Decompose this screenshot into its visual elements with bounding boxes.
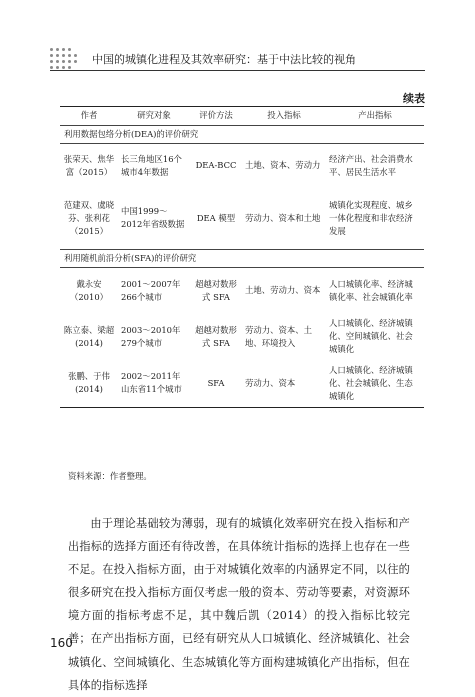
- cell-input: 劳动力、资本和土地: [245, 212, 321, 223]
- body-paragraph: [68, 512, 410, 697]
- table-row: [60, 360, 424, 408]
- table-continued-label: 续表: [403, 92, 425, 105]
- cell-author: 戴永安（2010）: [69, 278, 109, 302]
- table-row: [60, 144, 424, 188]
- cell-author: 陈立泰、梁超(2014): [63, 324, 115, 348]
- running-header-title: 中国的城镇化进程及其效率研究：基于中法比较的视角: [92, 53, 356, 66]
- cell-input: 土地、资本、劳动力: [245, 160, 321, 171]
- table-section-row: [60, 126, 424, 144]
- cell-author: 张鹏、于伟(2014): [60, 360, 118, 408]
- page-number: 160: [50, 636, 73, 650]
- cell-input: 土地、劳动力、资本: [245, 285, 321, 296]
- column-header: 评价方法: [190, 107, 242, 126]
- table-header-row: [60, 107, 424, 126]
- table-row: [60, 314, 424, 360]
- cell-method: DEA-BCC: [195, 160, 237, 171]
- cell-object: 长三角地区16个城市4年数据: [121, 153, 182, 177]
- cell-object: 2003～2010年279个城市: [121, 324, 181, 348]
- cell-input: 劳动力、资本、土地、环境投入: [245, 324, 312, 348]
- cell-output: 经济产出、社会消费水平、居民生活水平: [329, 153, 413, 177]
- table-row: [60, 268, 424, 314]
- cell-method: 超越对数形式 SFA: [195, 324, 237, 348]
- cell-method: DEA 模型: [196, 212, 236, 223]
- column-header: 作者: [60, 107, 118, 126]
- cell-output: 人口城镇化、经济城镇化、社会城镇化、生态城镇化: [326, 360, 424, 408]
- research-table: [60, 106, 424, 408]
- header-dot-ornament: [50, 48, 80, 70]
- header-rule: [50, 70, 425, 71]
- column-header: 投入指标: [242, 107, 326, 126]
- cell-object: 2001～2007年266个城市: [121, 278, 181, 302]
- cell-method: SFA: [190, 360, 242, 408]
- cell-author: 张荣天、焦华富（2015）: [63, 153, 115, 177]
- cell-object: 2002～2011年山东省11个城市: [118, 360, 190, 408]
- cell-object: 中国1999～2012年省级数据: [121, 206, 185, 230]
- cell-output: 人口城镇化、经济城镇化、空间城镇化、社会城镇化: [329, 318, 413, 355]
- table-row: [60, 188, 424, 250]
- column-header: 产出指标: [326, 107, 424, 126]
- cell-author: 范建双、虞晓芬、张利花（2015）: [63, 199, 115, 236]
- cell-output: 城镇化实现程度、城乡一体化程度和非农经济发展: [329, 199, 413, 236]
- table-source-note: 资料来源：作者整理。: [68, 471, 152, 481]
- section-title: 利用数据包络分析(DEA)的评价研究: [60, 126, 424, 144]
- cell-output: 人口城镇化率、经济城镇化率、社会城镇化率: [329, 278, 413, 302]
- body-paragraph-text: 由于理论基础较为薄弱，现有的城镇化效率研究在投入指标和产出指标的选择方面还有待改善，在具体统计指标的选择上也存在一些不足。在投入指标方面，由于对城镇化效率的内涵界定不同，以往的很多研究在投入指标方面仅考虑一般的资本、劳动等要素，对资源环境方面的指标考虑不足，其中魏后凯（2014）的投入指标比较完善；在产出指标方面，已经有研究从人口城镇化、经济城镇化、社会城镇化、空间城镇化、生态城镇化等方面构建城镇化产出指标，但在具体的指标选择: [68, 517, 410, 692]
- column-header: 研究对象: [118, 107, 190, 126]
- section-title: 利用随机前沿分析(SFA)的评价研究: [60, 250, 424, 268]
- table-section-row: [60, 250, 424, 268]
- cell-input: 劳动力、资本: [242, 360, 326, 408]
- cell-method: 超越对数形式 SFA: [195, 278, 237, 302]
